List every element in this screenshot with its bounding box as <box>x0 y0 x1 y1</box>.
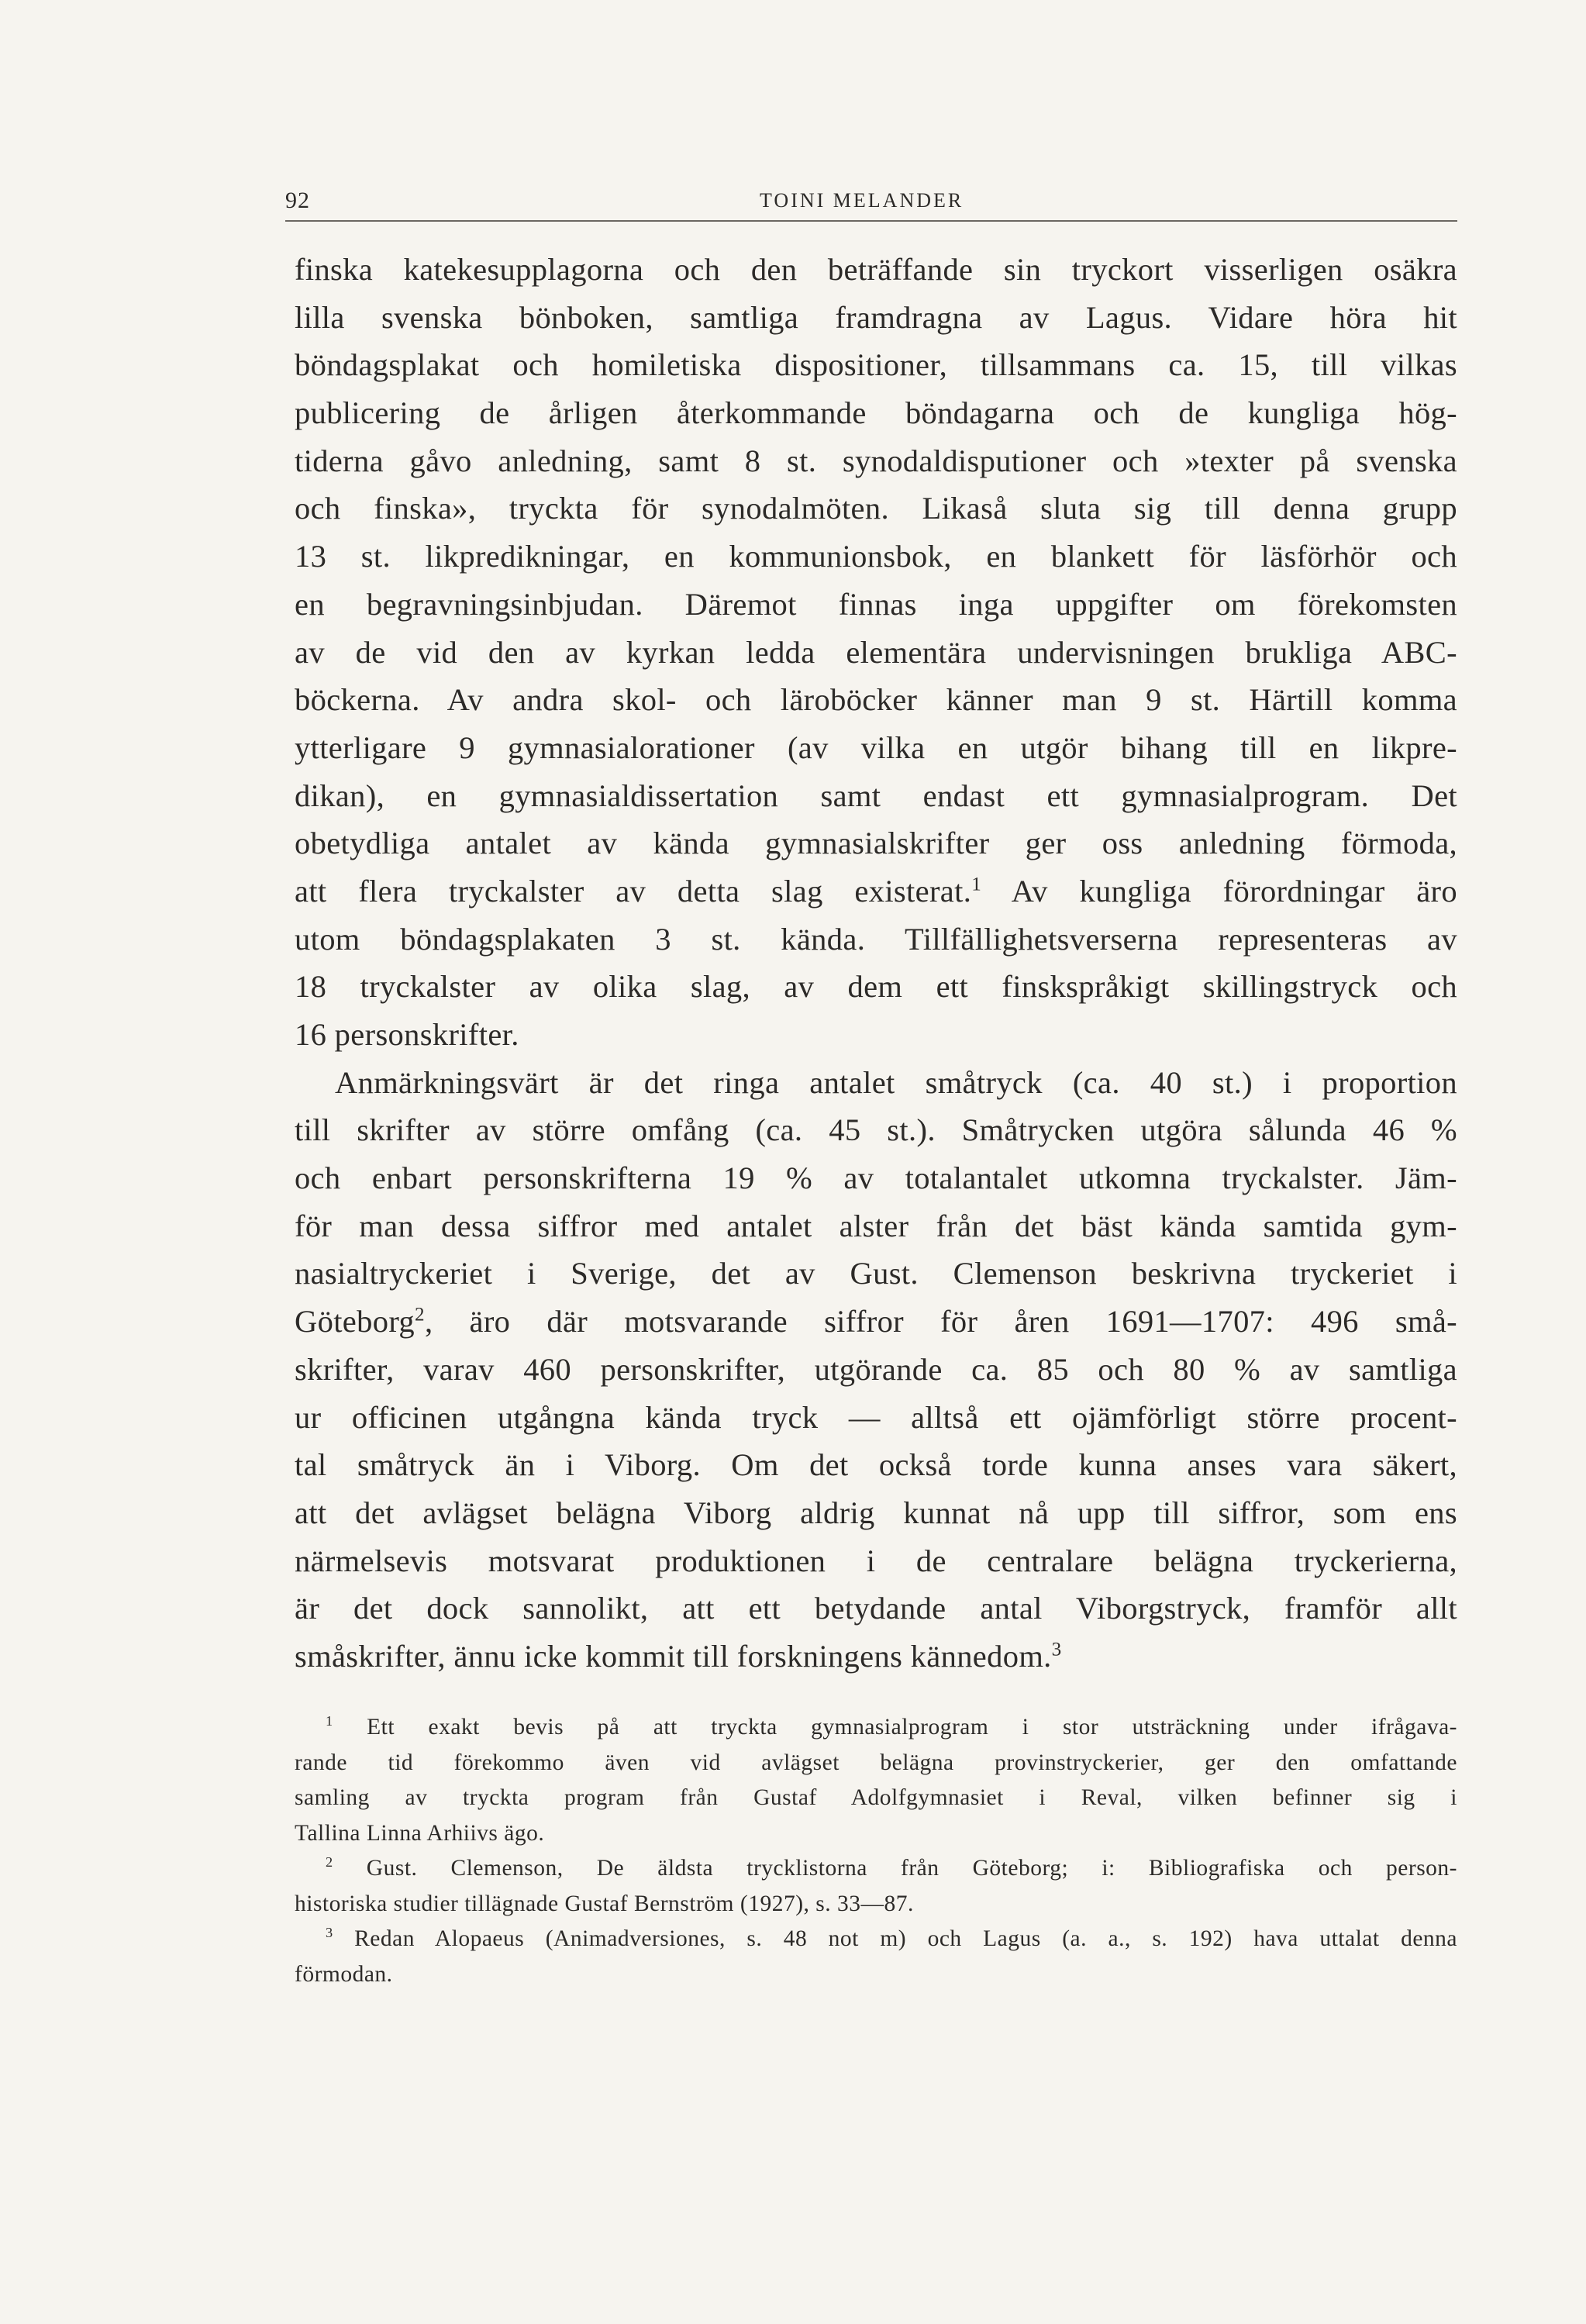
text-segment: att flera tryckalster av detta slag existerat. <box>295 873 972 909</box>
text-line: böckerna. Av andra skol- och läroböcker känner man 9 st. Härtill komma <box>295 682 1457 718</box>
text-line: dikan), en gymnasialdissertation samt endast ett gymnasialprogram. Det <box>295 778 1457 813</box>
footnote-text: Gust. Clemenson, De äldsta trycklistorna från Göteborg; i: Bibliografiska och person- <box>366 1856 1457 1881</box>
text-segment: Göteborg <box>295 1304 415 1340</box>
text-line: ur officinen utgångna kända tryck — alltså ett ojämförligt större procent- <box>295 1399 1457 1435</box>
text-line: skrifter, varav 460 personskrifter, utgörande ca. 85 och 80 % av samtliga <box>295 1351 1457 1387</box>
text-line: finska katekesupplagorna och den beträffande sin tryckort visserligen osäkra <box>295 252 1457 287</box>
text-line: tal småtryck än i Viborg. Om det också torde kunna anses vara säkert, <box>295 1447 1457 1483</box>
footnote-marker: 1 <box>971 874 982 895</box>
running-head: TOINI MELANDER <box>760 189 964 212</box>
text-line: och enbart personskrifterna 19 % av totalantalet utkomna tryckalster. Jäm- <box>295 1160 1457 1196</box>
text-line: nasialtryckeriet i Sverige, det av Gust. Clemenson beskrivna tryckeriet i <box>295 1256 1457 1291</box>
footnote-line <box>295 1922 1457 1957</box>
footnote-marker: 3 <box>1051 1639 1062 1660</box>
footnote-text: Redan Alopaeus (Animadversiones, s. 48 not m) och Lagus (a. a., s. 192) hava uttalat denna <box>354 1926 1457 1951</box>
footnote-line: historiska studier tillägnade Gustaf Bernström (1927), s. 33—87. <box>295 1891 914 1916</box>
footnote-line <box>295 1710 1457 1746</box>
text-line: ytterligare 9 gymnasialorationer (av vilka en utgör bihang till en likpre- <box>295 729 1457 765</box>
text-line: publicering de årligen återkommande böndagarna och de kungliga hög- <box>295 395 1457 431</box>
text-line: till skrifter av större omfång (ca. 45 st.). Småtrycken utgöra sålunda 46 % <box>295 1112 1457 1148</box>
footnote-number: 3 <box>326 1925 333 1941</box>
footnote-line: Tallina Linna Arhiivs ägo. <box>295 1820 545 1846</box>
text-line: en begravningsinbjudan. Däremot finnas inga uppgifter om förekomsten <box>295 586 1457 622</box>
text-line: närmelsevis motsvarat produktionen i de centralare belägna tryckerierna, <box>295 1543 1457 1578</box>
text-segment: småskrifter, ännu icke kommit till forskningens kännedom. <box>295 1638 1052 1674</box>
text-line <box>295 1633 1457 1681</box>
footnote-line: förmodan. <box>295 1961 393 1987</box>
text-segment: , äro där motsvarande siffror för åren 1691—1707: 496 små- <box>424 1304 1457 1340</box>
text-line: Anmärkningsvärt är det ringa antalet småtryck (ca. 40 st.) i proportion <box>335 1064 1457 1100</box>
footnote-line <box>295 1851 1457 1887</box>
footnotes <box>295 1710 1457 1992</box>
text-line <box>295 867 1457 915</box>
text-line: lilla svenska bönboken, samtliga framdragna av Lagus. Vidare höra hit <box>295 299 1457 335</box>
text-line: av de vid den av kyrkan ledda elementära undervisningen brukliga ABC- <box>295 634 1457 670</box>
text-line: 18 tryckalster av olika slag, av dem ett finskspråkigt skillingstryck och <box>295 969 1457 1005</box>
footnote-marker: 2 <box>415 1304 425 1326</box>
text-line: utom böndagsplakaten 3 st. kända. Tillfällighetsverserna representeras av <box>295 921 1457 957</box>
footnote-number: 2 <box>326 1854 333 1871</box>
text-line: 16 personskrifter. <box>295 1017 519 1052</box>
text-line: 13 st. likpredikningar, en kommunionsbok, en blankett för läsförhör och <box>295 539 1457 574</box>
text-line: är det dock sannolikt, att ett betydande antal Viborgstryck, framför allt <box>295 1591 1457 1626</box>
page-number: 92 <box>285 188 310 213</box>
page-header <box>285 184 1457 222</box>
text-line: att det avlägset belägna Viborg aldrig kunnat nå upp till siffror, som ens <box>295 1495 1457 1530</box>
body-text <box>295 246 1457 1681</box>
text-line: och finska», tryckta för synodalmöten. Likaså sluta sig till denna grupp <box>295 491 1457 526</box>
footnote-line: samling av tryckta program från Gustaf Adolfgymnasiet i Reval, vilken befinner sig i <box>295 1785 1457 1810</box>
text-line: tiderna gåvo anledning, samt 8 st. synodaldisputioner och »texter på svenska <box>295 443 1457 478</box>
text-line: för man dessa siffror med antalet alster från det bäst kända samtida gym- <box>295 1208 1457 1243</box>
footnote-text: Ett exakt bevis på att tryckta gymnasialprogram i stor utsträckning under ifrågava- <box>367 1715 1458 1740</box>
text-line: böndagsplakat och homiletiska dispositioner, tillsammans ca. 15, till vilkas <box>295 347 1457 383</box>
text-line: obetydliga antalet av kända gymnasialskrifter ger oss anledning förmoda, <box>295 826 1457 861</box>
footnote-line: rande tid förekommo även vid avlägset belägna provinstryckerier, ger den omfattande <box>295 1750 1457 1775</box>
text-line <box>295 1298 1457 1346</box>
text-segment: Av kungliga förordningar äro <box>981 873 1457 909</box>
footnote-number: 1 <box>326 1713 333 1729</box>
